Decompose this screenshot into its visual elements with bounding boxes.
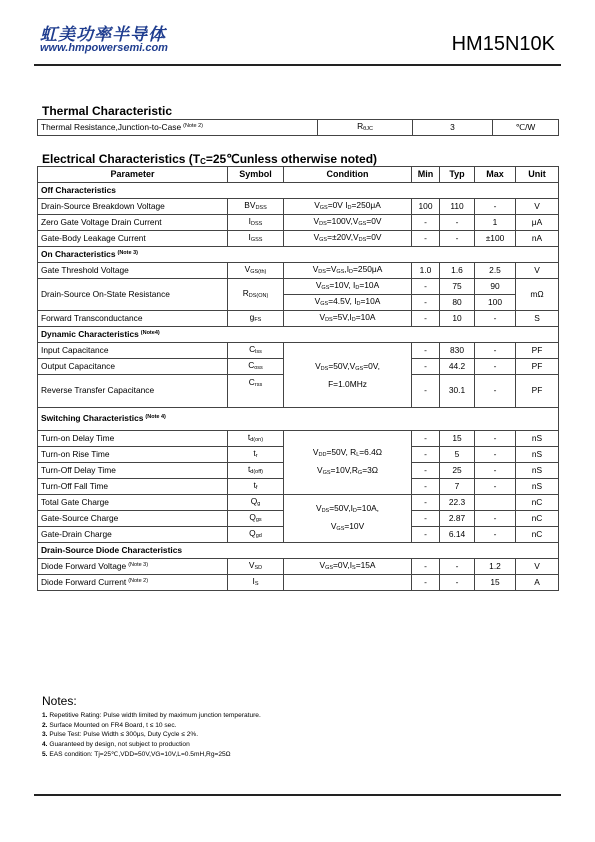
section-label: Switching Characteristics $^{(Note 4)}$: [38, 408, 559, 431]
symbol-cell: $BV_{DSS}$: [228, 199, 284, 215]
max-cell: -: [475, 479, 516, 495]
section-row: [38, 183, 559, 199]
condition-cell: $V_{GS}=\pm 20V,V_{DS}=0V$: [284, 231, 412, 247]
param-cell: Total Gate Charge: [38, 495, 228, 511]
table-row: [38, 343, 559, 359]
min-cell: -: [412, 575, 440, 591]
typ-cell: 80: [440, 295, 475, 311]
max-cell: [475, 495, 516, 511]
min-cell: -: [412, 215, 440, 231]
condition-cell: $V_{DS}=5V,I_D=10A$: [284, 311, 412, 327]
col-header: Max: [475, 167, 516, 183]
typ-cell: 2.87: [440, 511, 475, 527]
param-cell: Turn-on Delay Time: [38, 431, 228, 447]
typ-cell: 6.14: [440, 527, 475, 543]
symbol-cell: $t_{d(on)}$: [228, 431, 284, 447]
section-label: On Characteristics $^{(Note 3)}$: [38, 247, 559, 263]
max-cell: -: [475, 447, 516, 463]
param-cell: Turn-Off Fall Time: [38, 479, 228, 495]
max-cell: 100: [475, 295, 516, 311]
unit-cell: μA: [516, 215, 559, 231]
brand-logo-chinese: 虹美功率半导体: [40, 25, 166, 45]
min-cell: -: [412, 495, 440, 511]
condition-cell: $V_{GS}=4.5V$, $I_D=10A$: [284, 295, 412, 311]
typ-cell: 5: [440, 447, 475, 463]
thermal-symbol: $R_{\theta JC}$: [318, 120, 413, 136]
thermal-section-title: Thermal Characteristic: [42, 104, 173, 118]
note-item: 2. Surface Mounted on FR4 Board, t ≤ 10 sec.: [42, 721, 177, 729]
footer-divider: [34, 794, 561, 796]
max-cell: -: [475, 527, 516, 543]
table-row: [38, 199, 559, 215]
param-cell: Gate-Drain Charge: [38, 527, 228, 543]
unit-cell: nC: [516, 527, 559, 543]
max-cell: -: [475, 511, 516, 527]
typ-cell: 75: [440, 279, 475, 295]
unit-cell: nC: [516, 495, 559, 511]
table-row: [38, 215, 559, 231]
unit-cell: V: [516, 559, 559, 575]
typ-cell: 22.3: [440, 495, 475, 511]
min-cell: -: [412, 375, 440, 408]
condition-cell: $V_{DS}=V_{GS},I_D=250\mu A$: [284, 263, 412, 279]
unit-cell: mΩ: [516, 279, 559, 311]
max-cell: -: [475, 375, 516, 408]
max-cell: 2.5: [475, 263, 516, 279]
unit-cell: nC: [516, 511, 559, 527]
unit-cell: PF: [516, 375, 559, 408]
symbol-cell: $I_{GSS}$: [228, 231, 284, 247]
max-cell: -: [475, 463, 516, 479]
note-item: 5. EAS condition: Tj=25℃,VDD=50V,VG=10V,L=0.5mH,Rg=25Ω: [42, 750, 231, 758]
section-row: [38, 247, 559, 263]
table-row: [38, 559, 559, 575]
thermal-value: 3: [413, 120, 493, 136]
param-cell: Drain-Source On-State Resistance: [38, 279, 228, 311]
header-divider: [34, 64, 561, 66]
part-number: HM15N10K: [451, 33, 555, 55]
typ-cell: 44.2: [440, 359, 475, 375]
unit-cell: nS: [516, 447, 559, 463]
unit-cell: nA: [516, 231, 559, 247]
section-row: [38, 408, 559, 431]
unit-cell: PF: [516, 359, 559, 375]
electrical-table: [37, 166, 559, 591]
typ-cell: 15: [440, 431, 475, 447]
typ-cell: -: [440, 575, 475, 591]
symbol-cell: $C_{rss}$: [228, 375, 284, 408]
note-item: 3. Pulse Test: Pulse Width ≤ 300μs, Duty Cycle ≤ 2%.: [42, 731, 199, 739]
max-cell: ±100: [475, 231, 516, 247]
section-row: [38, 327, 559, 343]
param-cell: Zero Gate Voltage Drain Current: [38, 215, 228, 231]
max-cell: 90: [475, 279, 516, 295]
typ-cell: 25: [440, 463, 475, 479]
unit-cell: A: [516, 575, 559, 591]
condition-cell: $V_{DS}=50V,I_D=10A$, $V_{GS}=10V$: [284, 495, 412, 543]
symbol-cell: $g_{FS}$: [228, 311, 284, 327]
table-header-row: [38, 167, 559, 183]
section-label: Dynamic Characteristics $^{(Note4)}$: [38, 327, 559, 343]
typ-cell: 830: [440, 343, 475, 359]
symbol-cell: $C_{oss}$: [228, 359, 284, 375]
max-cell: 15: [475, 575, 516, 591]
condition-cell: $V_{DS}=50V,V_{GS}=0V$, F=1.0MHz: [284, 343, 412, 408]
col-header: Parameter: [38, 167, 228, 183]
notes-list: [42, 711, 261, 760]
param-cell: Gate Threshold Voltage: [38, 263, 228, 279]
condition-cell: $V_{DS}=100V,V_{GS}=0V$: [284, 215, 412, 231]
typ-cell: 7: [440, 479, 475, 495]
unit-cell: S: [516, 311, 559, 327]
min-cell: -: [412, 559, 440, 575]
min-cell: 1.0: [412, 263, 440, 279]
table-row: [38, 311, 559, 327]
min-cell: -: [412, 431, 440, 447]
param-cell: Gate-Body Leakage Current: [38, 231, 228, 247]
table-row: [38, 263, 559, 279]
table-row: [38, 575, 559, 591]
symbol-cell: $I_{DSS}$: [228, 215, 284, 231]
symbol-cell: $V_{SD}$: [228, 559, 284, 575]
max-cell: 1: [475, 215, 516, 231]
param-cell: Output Capacitance: [38, 359, 228, 375]
unit-cell: nS: [516, 479, 559, 495]
max-cell: -: [475, 199, 516, 215]
col-header: Symbol: [228, 167, 284, 183]
note-item: 1. Repetitive Rating: Pulse width limited by maximum junction temperature.: [42, 712, 261, 719]
param-cell: Reverse Transfer Capacitance: [38, 375, 228, 408]
col-header: Condition: [284, 167, 412, 183]
min-cell: -: [412, 295, 440, 311]
thermal-row: [38, 120, 559, 136]
max-cell: -: [475, 359, 516, 375]
condition-cell: [284, 575, 412, 591]
param-cell: Drain-Source Breakdown Voltage: [38, 199, 228, 215]
thermal-param: Thermal Resistance,Junction-to-Case $^{(Note 2)}$: [38, 120, 318, 136]
section-label: Off Characteristics: [38, 183, 559, 199]
unit-cell: nS: [516, 431, 559, 447]
min-cell: -: [412, 343, 440, 359]
unit-cell: nS: [516, 463, 559, 479]
param-cell: Turn-Off Delay Time: [38, 463, 228, 479]
col-header: Unit: [516, 167, 559, 183]
max-cell: -: [475, 311, 516, 327]
typ-cell: 110: [440, 199, 475, 215]
param-cell: Forward Transconductance: [38, 311, 228, 327]
brand-url: www.hmpowersemi.com: [40, 42, 168, 54]
unit-cell: V: [516, 199, 559, 215]
typ-cell: 10: [440, 311, 475, 327]
section-row: [38, 543, 559, 559]
min-cell: -: [412, 359, 440, 375]
symbol-cell: $t_{d(off)}$: [228, 463, 284, 479]
thermal-unit: ℃/W: [493, 120, 559, 136]
condition-cell: $V_{DD}=50V$, $R_L=6.4\Omega$ $V_{GS}=10V,R_G=3\Omega$: [284, 431, 412, 495]
condition-cell: $V_{GS}=10V$, $I_D=10A$: [284, 279, 412, 295]
param-cell: Diode Forward Current $^{(Note 2)}$: [38, 575, 228, 591]
typ-cell: 30.1: [440, 375, 475, 408]
min-cell: -: [412, 479, 440, 495]
table-row: [38, 495, 559, 511]
thermal-table: [37, 119, 559, 136]
min-cell: 100: [412, 199, 440, 215]
symbol-cell: $t_f$: [228, 479, 284, 495]
symbol-cell: $Q_{gd}$: [228, 527, 284, 543]
param-cell: Diode Forward Voltage $^{(Note 3)}$: [38, 559, 228, 575]
symbol-cell: $C_{lss}$: [228, 343, 284, 359]
min-cell: -: [412, 447, 440, 463]
col-header: Min: [412, 167, 440, 183]
param-cell: Input Capacitance: [38, 343, 228, 359]
min-cell: -: [412, 231, 440, 247]
electrical-section-title: Electrical Characteristics ($T_C=25℃unless$ otherwise noted): [42, 152, 378, 166]
min-cell: -: [412, 279, 440, 295]
min-cell: -: [412, 511, 440, 527]
symbol-cell: $I_S$: [228, 575, 284, 591]
unit-cell: PF: [516, 343, 559, 359]
table-row: [38, 231, 559, 247]
param-cell: Gate-Source Charge: [38, 511, 228, 527]
min-cell: -: [412, 527, 440, 543]
typ-cell: 1.6: [440, 263, 475, 279]
condition-cell: $V_{GS}=0V$ $I_D=250\mu A$: [284, 199, 412, 215]
typ-cell: -: [440, 231, 475, 247]
max-cell: 1.2: [475, 559, 516, 575]
symbol-cell: $V_{GS(th)}$: [228, 263, 284, 279]
notes-title: Notes:: [42, 694, 77, 708]
typ-cell: -: [440, 215, 475, 231]
typ-cell: -: [440, 559, 475, 575]
table-row: [38, 431, 559, 447]
condition-cell: $V_{GS}=0V,I_S=15A$: [284, 559, 412, 575]
param-cell: Turn-on Rise Time: [38, 447, 228, 463]
col-header: Typ: [440, 167, 475, 183]
symbol-cell: $t_r$: [228, 447, 284, 463]
section-label: Drain-Source Diode Characteristics: [38, 543, 559, 559]
symbol-cell: $Q_{gs}$: [228, 511, 284, 527]
max-cell: -: [475, 431, 516, 447]
table-row: [38, 279, 559, 295]
symbol-cell: $R_{DS(ON)}$: [228, 279, 284, 311]
max-cell: -: [475, 343, 516, 359]
min-cell: -: [412, 463, 440, 479]
note-item: 4. Guaranteed by design, not subject to production: [42, 741, 190, 749]
min-cell: -: [412, 311, 440, 327]
symbol-cell: $Q_g$: [228, 495, 284, 511]
unit-cell: V: [516, 263, 559, 279]
